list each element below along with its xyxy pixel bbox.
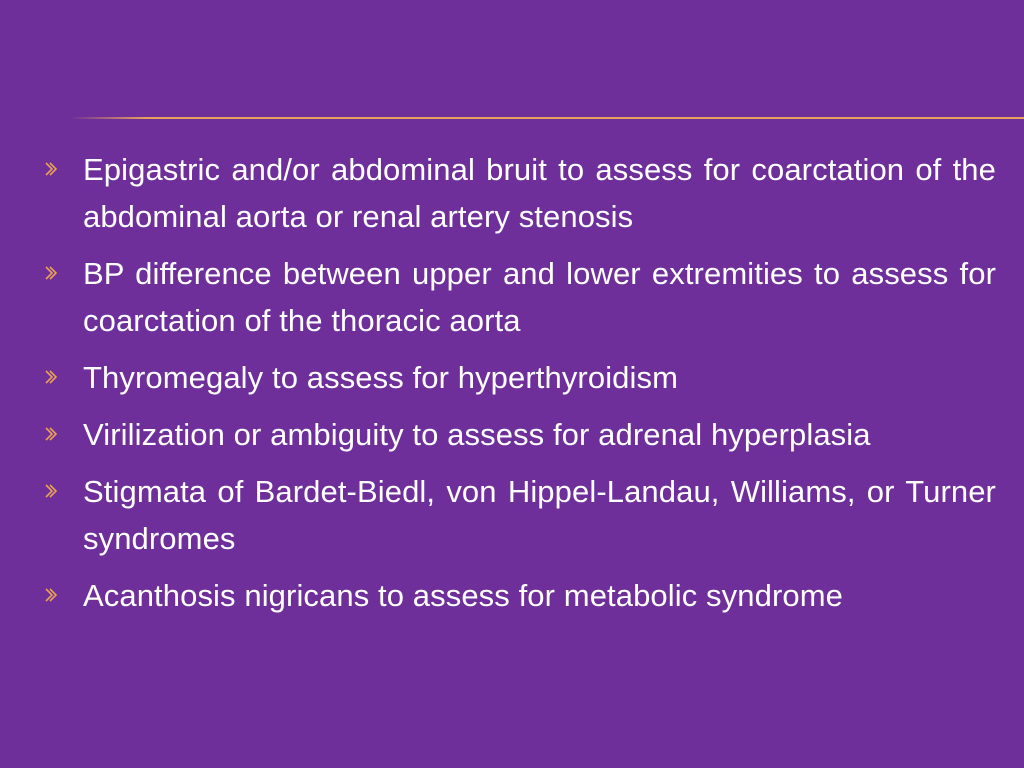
- bullet-item: [44, 468, 996, 562]
- bullet-text: BP difference between upper and lower extremities to assess for coarctation of the thoracic aorta: [83, 256, 996, 338]
- bullet-item: [44, 572, 996, 619]
- bullet-text: Stigmata of Bardet-Biedl, von Hippel-Landau, Williams, or Turner syndromes: [83, 474, 996, 556]
- bullet-text: Virilization or ambiguity to assess for adrenal hyperplasia: [83, 417, 871, 452]
- chevron-right-icon: [44, 266, 58, 280]
- bullet-text: Epigastric and/or abdominal bruit to assess for coarctation of the abdominal aorta or renal artery stenosis: [83, 152, 996, 234]
- chevron-right-icon: [44, 588, 58, 602]
- bullet-item: [44, 250, 996, 344]
- header-divider: [70, 117, 1024, 119]
- bullet-item: [44, 411, 996, 458]
- chevron-right-icon: [44, 427, 58, 441]
- bullet-text: Thyromegaly to assess for hyperthyroidism: [83, 360, 679, 395]
- bullet-list: [44, 146, 996, 629]
- bullet-item: [44, 354, 996, 401]
- chevron-right-icon: [44, 484, 58, 498]
- bullet-text: Acanthosis nigricans to assess for metabolic syndrome: [83, 578, 843, 613]
- bullet-item: [44, 146, 996, 240]
- chevron-right-icon: [44, 162, 58, 176]
- chevron-right-icon: [44, 370, 58, 384]
